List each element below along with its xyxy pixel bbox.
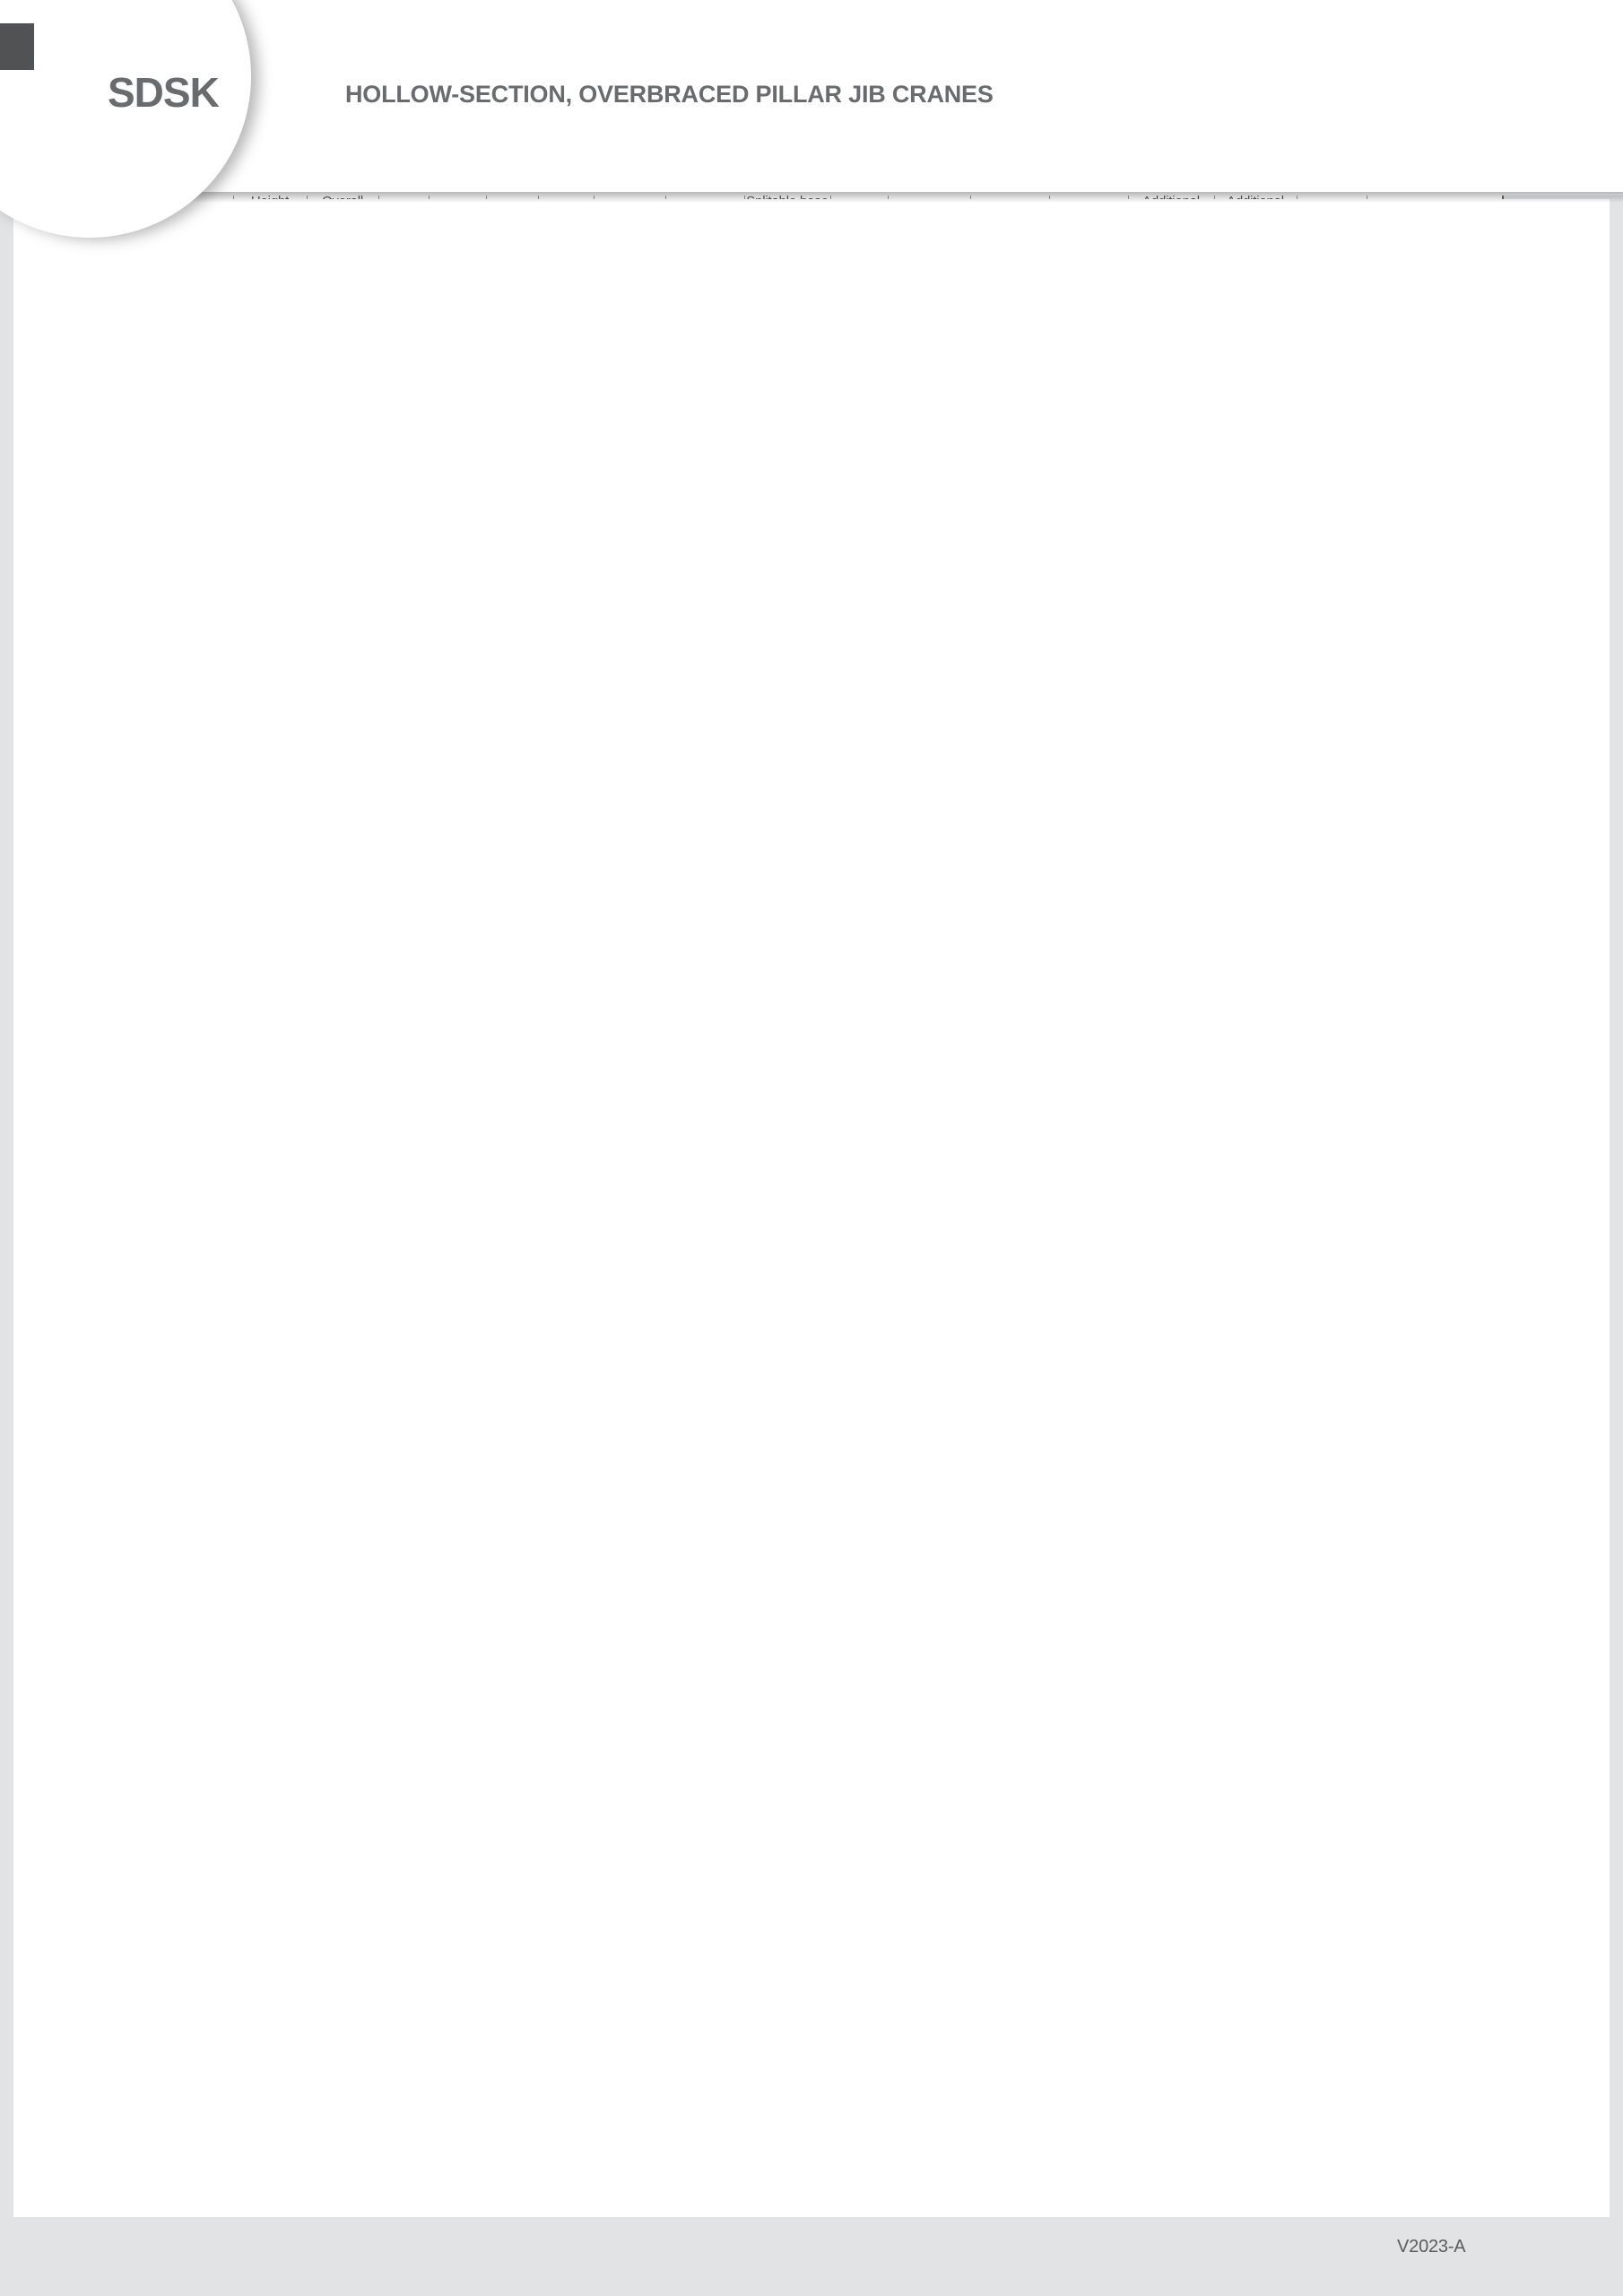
product-code: SDSK <box>108 69 219 116</box>
corner-block <box>0 23 34 70</box>
version-label: V2023-A <box>1397 2237 1466 2257</box>
header-divider <box>0 192 1623 203</box>
content-card <box>13 199 1610 2217</box>
page-title: HOLLOW-SECTION, OVERBRACED PILLAR JIB CRANES <box>345 81 994 108</box>
